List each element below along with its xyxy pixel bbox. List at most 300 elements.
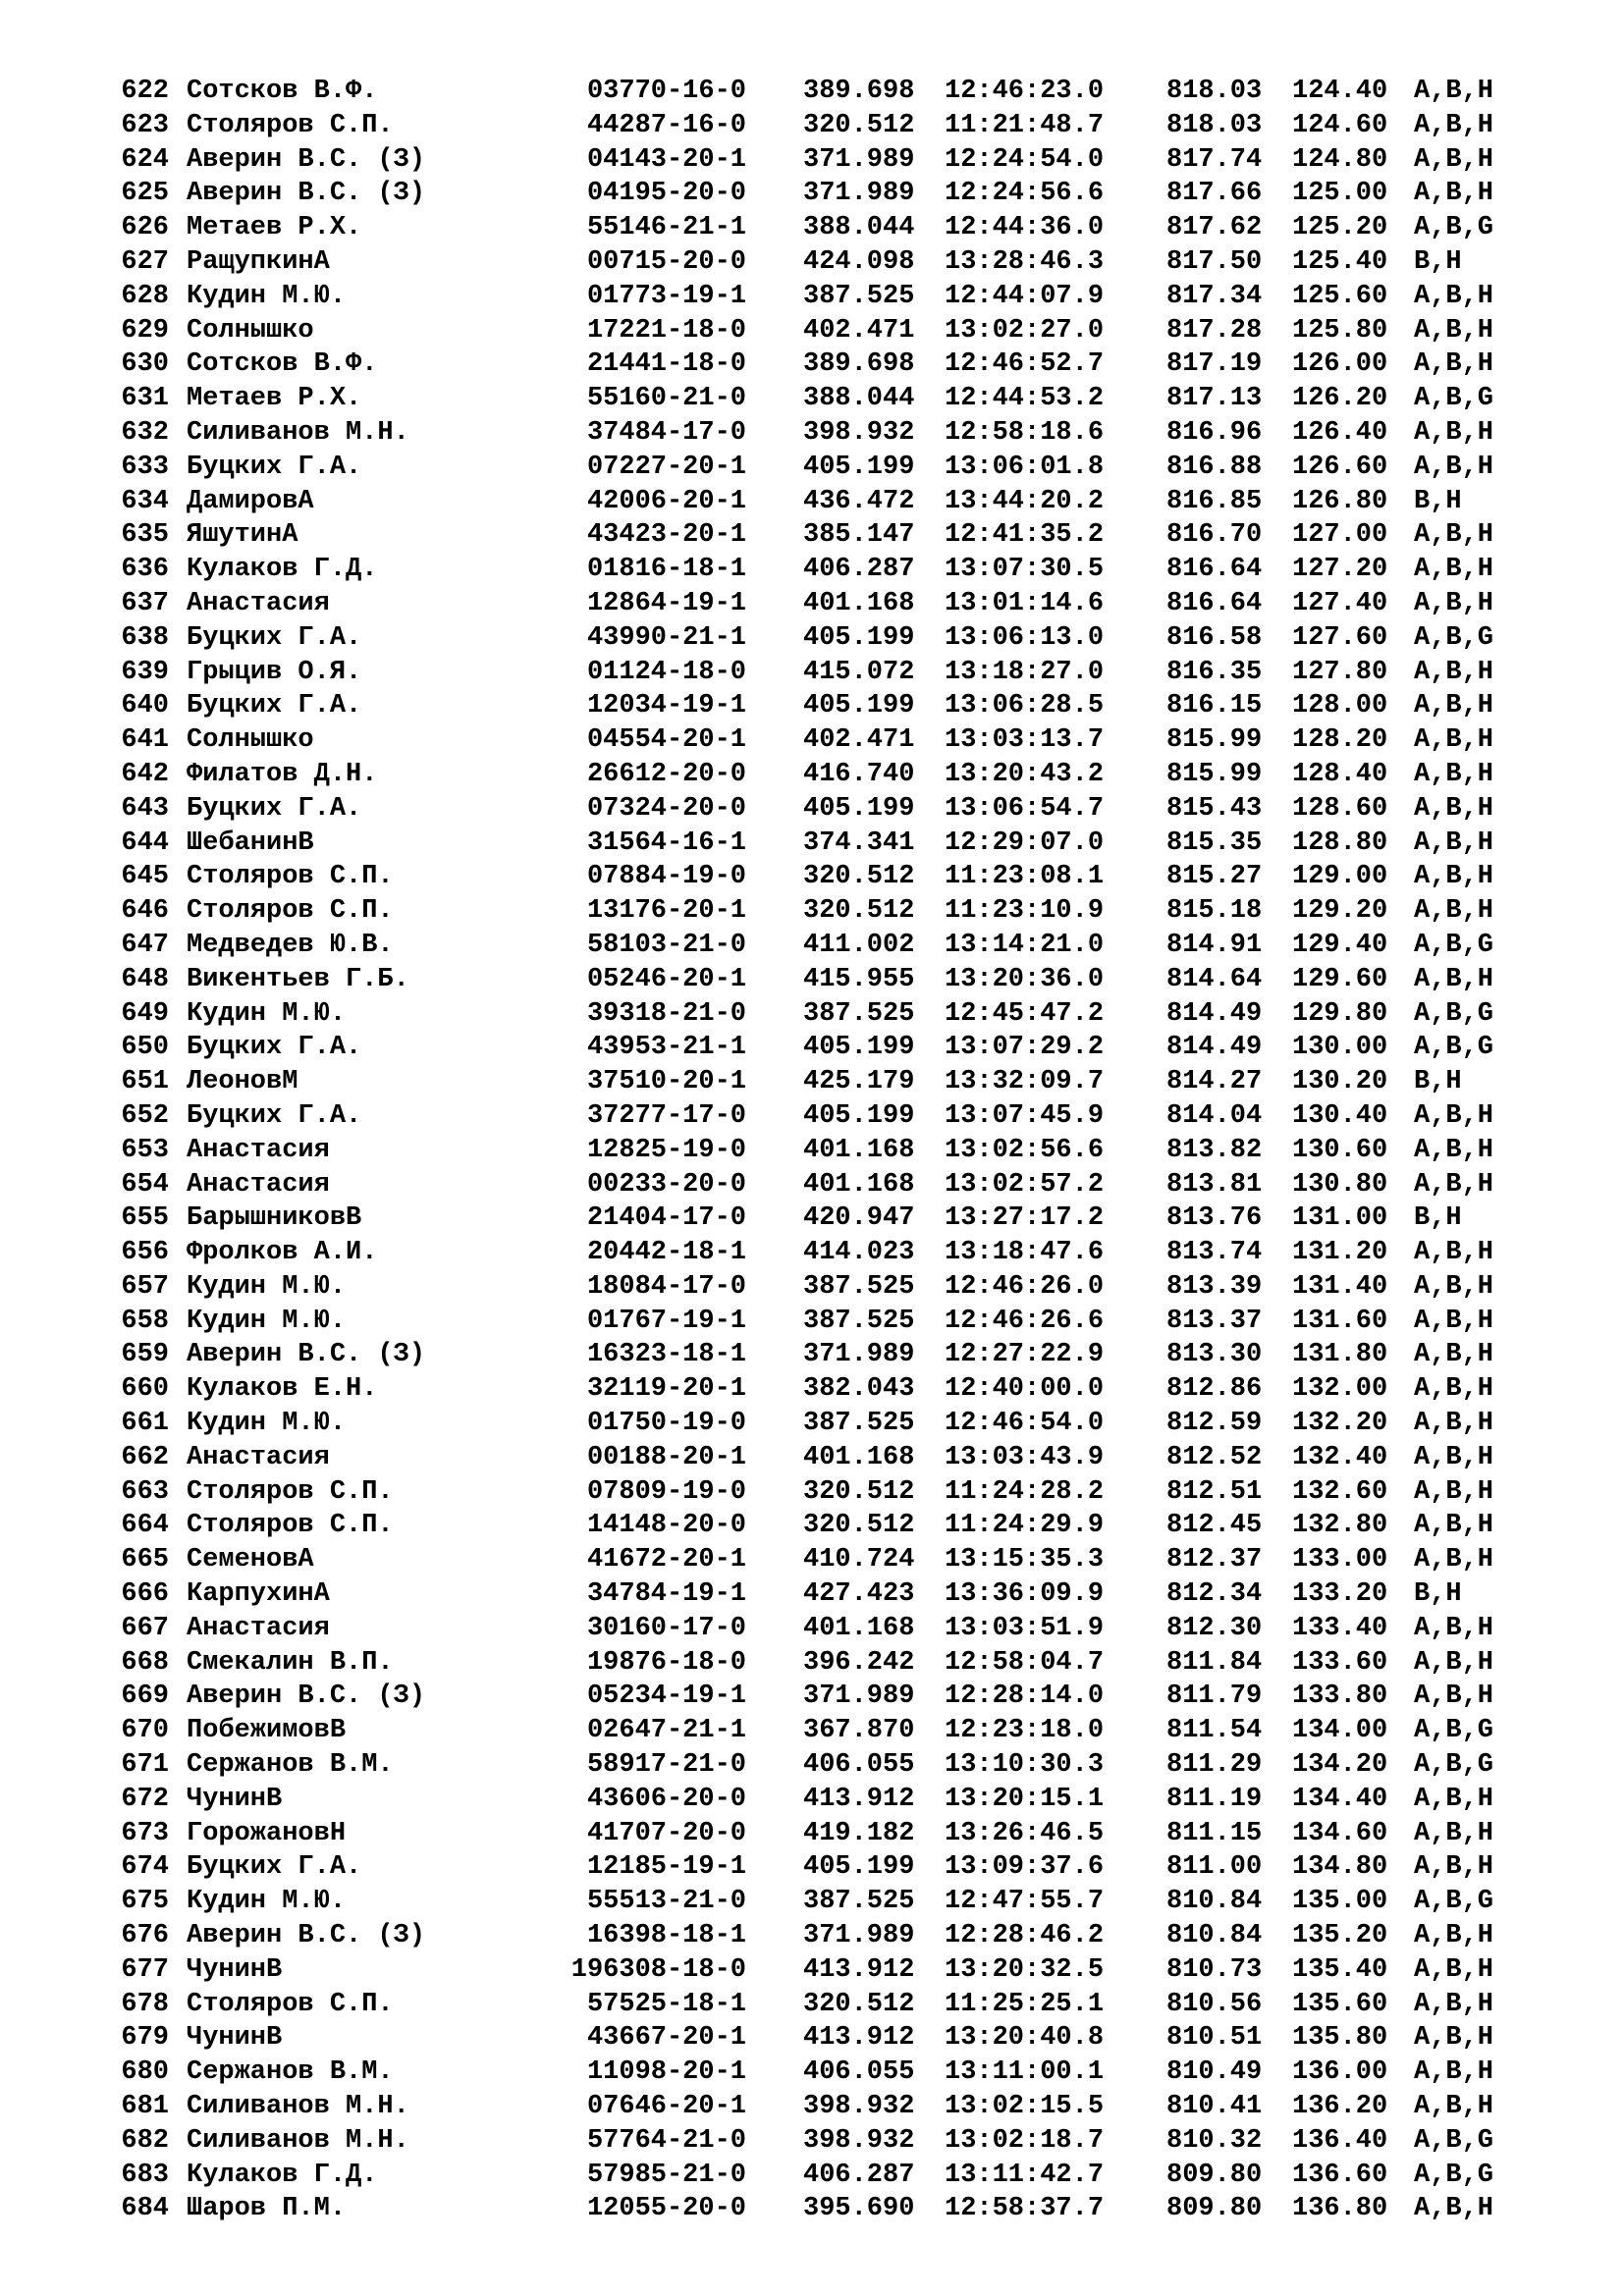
ring-number: 12825-19-0: [586, 1135, 746, 1165]
speed: 812.51: [1166, 1476, 1263, 1507]
groups: A,B,H: [1414, 657, 1494, 687]
groups: A,B,H: [1414, 793, 1494, 824]
place-number: 637: [121, 588, 169, 618]
groups: A,B,H: [1414, 452, 1494, 482]
result-row: [108, 1885, 1532, 1919]
distance: 420.947: [803, 1203, 915, 1234]
fancier-name: ШебанинВ: [187, 828, 314, 858]
ring-number: 30160-17-0: [586, 1613, 746, 1643]
fancier-name: Столяров С.П.: [187, 1989, 394, 2019]
ring-number: 39318-21-0: [586, 998, 746, 1029]
result-row: [108, 143, 1532, 178]
ring-number: 196308-18-0: [570, 1954, 746, 1985]
distance: 371.989: [803, 1921, 915, 1951]
distance: 387.525: [803, 1306, 915, 1336]
result-row: [108, 1919, 1532, 1953]
speed: 817.50: [1166, 246, 1263, 277]
place-number: 656: [121, 1238, 169, 1268]
coefficient: 134.40: [1292, 1784, 1388, 1814]
speed: 812.37: [1166, 1545, 1263, 1575]
speed: 815.99: [1166, 759, 1263, 789]
arrival-time: 12:47:55.7: [945, 1887, 1105, 1917]
speed: 809.80: [1166, 2194, 1263, 2224]
groups: A,B,G: [1414, 213, 1494, 243]
arrival-time: 11:23:10.9: [945, 896, 1105, 927]
groups: A,B,H: [1414, 1100, 1494, 1131]
coefficient: 136.00: [1292, 2057, 1388, 2088]
ring-number: 58917-21-0: [586, 1750, 746, 1781]
result-row: [108, 2192, 1532, 2226]
result-row: [108, 1168, 1532, 1202]
fancier-name: Грыцив О.Я.: [187, 657, 362, 687]
arrival-time: 13:18:47.6: [945, 1238, 1105, 1268]
ring-number: 34784-19-1: [586, 1579, 746, 1610]
fancier-name: Силиванов М.Н.: [187, 2125, 409, 2156]
result-row: [108, 929, 1532, 963]
result-row: [108, 109, 1532, 143]
fancier-name: ЯшутинА: [187, 520, 298, 551]
groups: A,B,H: [1414, 417, 1494, 448]
speed: 812.34: [1166, 1579, 1263, 1610]
place-number: 658: [121, 1306, 169, 1336]
groups: A,B,H: [1414, 1135, 1494, 1165]
place-number: 626: [121, 213, 169, 243]
ring-number: 41672-20-1: [586, 1545, 746, 1575]
distance: 414.023: [803, 1238, 915, 1268]
place-number: 681: [121, 2092, 169, 2122]
groups: A,B,H: [1414, 862, 1494, 892]
arrival-time: 11:21:48.7: [945, 110, 1105, 140]
place-number: 623: [121, 110, 169, 140]
ring-number: 14148-20-0: [586, 1511, 746, 1541]
coefficient: 134.60: [1292, 1818, 1388, 1848]
distance: 387.525: [803, 1887, 915, 1917]
fancier-name: Кудин М.Ю.: [187, 1271, 347, 1302]
distance: 371.989: [803, 144, 915, 175]
speed: 817.34: [1166, 281, 1263, 311]
groups: A,B,H: [1414, 110, 1494, 140]
ring-number: 01767-19-1: [586, 1306, 746, 1336]
arrival-time: 13:02:27.0: [945, 315, 1105, 346]
speed: 818.03: [1166, 77, 1263, 106]
speed: 810.32: [1166, 2125, 1263, 2156]
groups: A,B,H: [1414, 1169, 1494, 1200]
speed: 810.56: [1166, 1989, 1263, 2019]
arrival-time: 12:29:07.0: [945, 828, 1105, 858]
place-number: 640: [121, 691, 169, 721]
arrival-time: 13:20:32.5: [945, 1954, 1105, 1985]
place-number: 653: [121, 1135, 169, 1165]
result-row: [108, 347, 1532, 382]
place-number: 633: [121, 452, 169, 482]
coefficient: 134.00: [1292, 1716, 1388, 1746]
distance: 388.044: [803, 384, 915, 414]
groups: A,B,G: [1414, 998, 1494, 1029]
place-number: 669: [121, 1682, 169, 1712]
fancier-name: Аверин В.С. (З): [187, 1682, 426, 1712]
place-number: 639: [121, 657, 169, 687]
speed: 810.41: [1166, 2092, 1263, 2122]
groups: A,B,H: [1414, 1954, 1494, 1985]
coefficient: 135.40: [1292, 1954, 1388, 1985]
fancier-name: Буцких Г.А.: [187, 1033, 362, 1063]
ring-number: 26612-20-0: [586, 759, 746, 789]
ring-number: 21404-17-0: [586, 1203, 746, 1234]
coefficient: 134.80: [1292, 1852, 1388, 1883]
speed: 815.18: [1166, 896, 1263, 927]
ring-number: 01773-19-1: [586, 281, 746, 311]
fancier-name: Аверин В.С. (З): [187, 144, 426, 175]
distance: 320.512: [803, 1511, 915, 1541]
speed: 813.82: [1166, 1135, 1263, 1165]
groups: A,B,G: [1414, 2125, 1494, 2156]
speed: 817.13: [1166, 384, 1263, 414]
coefficient: 128.80: [1292, 828, 1388, 858]
ring-number: 37510-20-1: [586, 1067, 746, 1097]
fancier-name: Кудин М.Ю.: [187, 1887, 347, 1917]
arrival-time: 13:02:56.6: [945, 1135, 1105, 1165]
result-row: [108, 1475, 1532, 1510]
coefficient: 129.80: [1292, 998, 1388, 1029]
speed: 813.76: [1166, 1203, 1263, 1234]
speed: 814.91: [1166, 930, 1263, 960]
result-row: [108, 518, 1532, 553]
fancier-name: Фролков А.И.: [187, 1238, 378, 1268]
fancier-name: Аверин В.С. (З): [187, 1340, 426, 1370]
fancier-name: Медведев Ю.В.: [187, 930, 394, 960]
speed: 810.51: [1166, 2023, 1263, 2054]
result-row: [108, 2090, 1532, 2124]
coefficient: 133.20: [1292, 1579, 1388, 1610]
fancier-name: Викентьев Г.Б.: [187, 964, 409, 994]
place-number: 676: [121, 1921, 169, 1951]
arrival-time: 13:09:37.6: [945, 1852, 1105, 1883]
arrival-time: 12:46:26.6: [945, 1306, 1105, 1336]
arrival-time: 13:06:54.7: [945, 793, 1105, 824]
groups: B,H: [1414, 246, 1462, 277]
groups: B,H: [1414, 486, 1462, 516]
arrival-time: 13:18:27.0: [945, 657, 1105, 687]
groups: A,B,H: [1414, 144, 1494, 175]
ring-number: 05246-20-1: [586, 964, 746, 994]
fancier-name: БарышниковВ: [187, 1203, 362, 1234]
arrival-time: 12:58:18.6: [945, 417, 1105, 448]
groups: A,B,H: [1414, 1818, 1494, 1848]
coefficient: 126.00: [1292, 349, 1388, 380]
place-number: 670: [121, 1716, 169, 1746]
place-number: 628: [121, 281, 169, 311]
distance: 396.242: [803, 1647, 915, 1678]
arrival-time: 13:26:46.5: [945, 1818, 1105, 1848]
fancier-name: Аверин В.С. (З): [187, 1921, 426, 1951]
coefficient: 131.40: [1292, 1271, 1388, 1302]
groups: A,B,H: [1414, 1511, 1494, 1541]
ring-number: 13176-20-1: [586, 896, 746, 927]
coefficient: 126.20: [1292, 384, 1388, 414]
ring-number: 07646-20-1: [586, 2092, 746, 2122]
result-row: [108, 1065, 1532, 1099]
place-number: 651: [121, 1067, 169, 1097]
place-number: 647: [121, 930, 169, 960]
result-row: [108, 758, 1532, 792]
fancier-name: ГорожановН: [187, 1818, 347, 1848]
coefficient: 135.80: [1292, 2023, 1388, 2054]
arrival-time: 13:07:29.2: [945, 1033, 1105, 1063]
coefficient: 136.60: [1292, 2160, 1388, 2190]
place-number: 652: [121, 1100, 169, 1131]
arrival-time: 13:01:14.6: [945, 588, 1105, 618]
ring-number: 32119-20-1: [586, 1374, 746, 1405]
groups: A,B,H: [1414, 2092, 1494, 2122]
result-row: [108, 587, 1532, 621]
ring-number: 12055-20-0: [586, 2194, 746, 2224]
result-row: [108, 963, 1532, 997]
result-row: [108, 485, 1532, 519]
coefficient: 125.60: [1292, 281, 1388, 311]
speed: 810.84: [1166, 1921, 1263, 1951]
place-number: 657: [121, 1271, 169, 1302]
speed: 813.37: [1166, 1306, 1263, 1336]
ring-number: 04195-20-0: [586, 179, 746, 209]
fancier-name: Силиванов М.Н.: [187, 417, 409, 448]
result-row: [108, 1031, 1532, 1065]
groups: A,B,H: [1414, 1682, 1494, 1712]
coefficient: 130.20: [1292, 1067, 1388, 1097]
ring-number: 43667-20-1: [586, 2023, 746, 2054]
ring-number: 16398-18-1: [586, 1921, 746, 1951]
ring-number: 42006-20-1: [586, 486, 746, 516]
fancier-name: Анастасия: [187, 1613, 330, 1643]
result-row: [108, 2021, 1532, 2056]
groups: A,B,H: [1414, 1476, 1494, 1507]
coefficient: 129.00: [1292, 862, 1388, 892]
distance: 398.932: [803, 2092, 915, 2122]
ring-number: 37277-17-0: [586, 1100, 746, 1131]
result-row: [108, 1680, 1532, 1714]
groups: A,B,H: [1414, 1442, 1494, 1472]
speed: 814.27: [1166, 1067, 1263, 1097]
coefficient: 128.00: [1292, 691, 1388, 721]
distance: 424.098: [803, 246, 915, 277]
ring-number: 57985-21-0: [586, 2160, 746, 2190]
distance: 401.168: [803, 588, 915, 618]
groups: B,H: [1414, 1203, 1462, 1234]
ring-number: 03770-16-0: [586, 77, 746, 106]
coefficient: 136.80: [1292, 2194, 1388, 2224]
coefficient: 124.60: [1292, 110, 1388, 140]
result-row: [108, 416, 1532, 451]
result-row: [108, 792, 1532, 827]
groups: A,B,H: [1414, 1989, 1494, 2019]
arrival-time: 11:23:08.1: [945, 862, 1105, 892]
speed: 816.58: [1166, 622, 1263, 653]
distance: 402.471: [803, 725, 915, 756]
groups: A,B,H: [1414, 896, 1494, 927]
coefficient: 125.00: [1292, 179, 1388, 209]
groups: A,B,H: [1414, 349, 1494, 380]
place-number: 661: [121, 1409, 169, 1439]
ring-number: 01816-18-1: [586, 555, 746, 585]
place-number: 643: [121, 793, 169, 824]
place-number: 655: [121, 1203, 169, 1234]
result-row: [108, 382, 1532, 416]
groups: A,B,G: [1414, 622, 1494, 653]
groups: B,H: [1414, 1579, 1462, 1610]
result-row: [108, 1270, 1532, 1305]
coefficient: 132.60: [1292, 1476, 1388, 1507]
fancier-name: Буцких Г.А.: [187, 691, 362, 721]
place-number: 663: [121, 1476, 169, 1507]
fancier-name: Буцких Г.А.: [187, 1100, 362, 1131]
ring-number: 44287-16-0: [586, 110, 746, 140]
coefficient: 131.60: [1292, 1306, 1388, 1336]
ring-number: 12185-19-1: [586, 1852, 746, 1883]
groups: B,H: [1414, 1067, 1462, 1097]
result-row: [108, 689, 1532, 723]
place-number: 632: [121, 417, 169, 448]
coefficient: 130.60: [1292, 1135, 1388, 1165]
groups: A,B,H: [1414, 1647, 1494, 1678]
speed: 816.96: [1166, 417, 1263, 448]
fancier-name: Сержанов В.М.: [187, 1750, 394, 1781]
coefficient: 126.80: [1292, 486, 1388, 516]
distance: 436.472: [803, 486, 915, 516]
ring-number: 55160-21-0: [586, 384, 746, 414]
speed: 813.30: [1166, 1340, 1263, 1370]
speed: 813.74: [1166, 1238, 1263, 1268]
speed: 810.73: [1166, 1954, 1263, 1985]
fancier-name: ЧунинВ: [187, 1784, 283, 1814]
fancier-name: ДамировА: [187, 486, 314, 516]
coefficient: 126.60: [1292, 452, 1388, 482]
speed: 817.62: [1166, 213, 1263, 243]
groups: A,B,H: [1414, 1409, 1494, 1439]
place-number: 629: [121, 315, 169, 346]
speed: 817.19: [1166, 349, 1263, 380]
arrival-time: 13:02:57.2: [945, 1169, 1105, 1200]
place-number: 665: [121, 1545, 169, 1575]
result-row: [108, 723, 1532, 758]
arrival-time: 13:10:30.3: [945, 1750, 1105, 1781]
groups: A,B,G: [1414, 2160, 1494, 2190]
ring-number: 43423-20-1: [586, 520, 746, 551]
fancier-name: Столяров С.П.: [187, 862, 394, 892]
fancier-name: Буцких Г.А.: [187, 452, 362, 482]
place-number: 679: [121, 2023, 169, 2054]
fancier-name: Анастасия: [187, 588, 330, 618]
speed: 812.30: [1166, 1613, 1263, 1643]
coefficient: 127.80: [1292, 657, 1388, 687]
result-row: [108, 280, 1532, 314]
fancier-name: ЧунинВ: [187, 1954, 283, 1985]
arrival-time: 12:24:56.6: [945, 179, 1105, 209]
ring-number: 07809-19-0: [586, 1476, 746, 1507]
ring-number: 16323-18-1: [586, 1340, 746, 1370]
arrival-time: 12:28:46.2: [945, 1921, 1105, 1951]
arrival-time: 13:44:20.2: [945, 486, 1105, 516]
place-number: 678: [121, 1989, 169, 2019]
speed: 816.15: [1166, 691, 1263, 721]
arrival-time: 12:45:47.2: [945, 998, 1105, 1029]
arrival-time: 13:20:15.1: [945, 1784, 1105, 1814]
groups: A,B,H: [1414, 520, 1494, 551]
place-number: 624: [121, 144, 169, 175]
result-row: [108, 1338, 1532, 1372]
coefficient: 131.20: [1292, 1238, 1388, 1268]
arrival-time: 12:28:14.0: [945, 1682, 1105, 1712]
fancier-name: Сотсков В.Ф.: [187, 77, 378, 106]
groups: A,B,H: [1414, 759, 1494, 789]
distance: 367.870: [803, 1716, 915, 1746]
result-row: [108, 1509, 1532, 1543]
speed: 814.49: [1166, 1033, 1263, 1063]
fancier-name: Столяров С.П.: [187, 110, 394, 140]
result-row: [108, 1850, 1532, 1885]
place-number: 635: [121, 520, 169, 551]
arrival-time: 13:06:28.5: [945, 691, 1105, 721]
distance: 401.168: [803, 1135, 915, 1165]
fancier-name: Кулаков Е.Н.: [187, 1374, 378, 1405]
distance: 401.168: [803, 1613, 915, 1643]
ring-number: 19876-18-0: [586, 1647, 746, 1678]
result-row: [108, 1646, 1532, 1681]
fancier-name: Сотсков В.Ф.: [187, 349, 378, 380]
place-number: 675: [121, 1887, 169, 1917]
groups: A,B,H: [1414, 555, 1494, 585]
distance: 387.525: [803, 281, 915, 311]
distance: 401.168: [803, 1442, 915, 1472]
distance: 398.932: [803, 417, 915, 448]
ring-number: 00715-20-0: [586, 246, 746, 277]
speed: 815.99: [1166, 725, 1263, 756]
groups: A,B,H: [1414, 1784, 1494, 1814]
place-number: 638: [121, 622, 169, 653]
fancier-name: Столяров С.П.: [187, 1511, 394, 1541]
distance: 406.287: [803, 2160, 915, 2190]
distance: 413.912: [803, 2023, 915, 2054]
results-list: [108, 75, 1532, 2226]
result-row: [108, 1305, 1532, 1339]
groups: A,B,G: [1414, 384, 1494, 414]
groups: A,B,H: [1414, 315, 1494, 346]
arrival-time: 12:58:37.7: [945, 2194, 1105, 2224]
result-row: [108, 827, 1532, 861]
coefficient: 125.40: [1292, 246, 1388, 277]
ring-number: 57525-18-1: [586, 1989, 746, 2019]
coefficient: 125.20: [1292, 213, 1388, 243]
place-number: 654: [121, 1169, 169, 1200]
coefficient: 130.00: [1292, 1033, 1388, 1063]
coefficient: 124.80: [1292, 144, 1388, 175]
speed: 816.85: [1166, 486, 1263, 516]
result-row: [108, 2056, 1532, 2090]
speed: 814.64: [1166, 964, 1263, 994]
groups: A,B,G: [1414, 1887, 1494, 1917]
fancier-name: Анастасия: [187, 1135, 330, 1165]
arrival-time: 12:46:23.0: [945, 77, 1105, 106]
place-number: 641: [121, 725, 169, 756]
ring-number: 04143-20-1: [586, 144, 746, 175]
arrival-time: 12:27:22.9: [945, 1340, 1105, 1370]
speed: 816.35: [1166, 657, 1263, 687]
coefficient: 133.80: [1292, 1682, 1388, 1712]
coefficient: 132.40: [1292, 1442, 1388, 1472]
coefficient: 125.80: [1292, 315, 1388, 346]
ring-number: 55146-21-1: [586, 213, 746, 243]
speed: 816.64: [1166, 555, 1263, 585]
place-number: 673: [121, 1818, 169, 1848]
speed: 809.80: [1166, 2160, 1263, 2190]
